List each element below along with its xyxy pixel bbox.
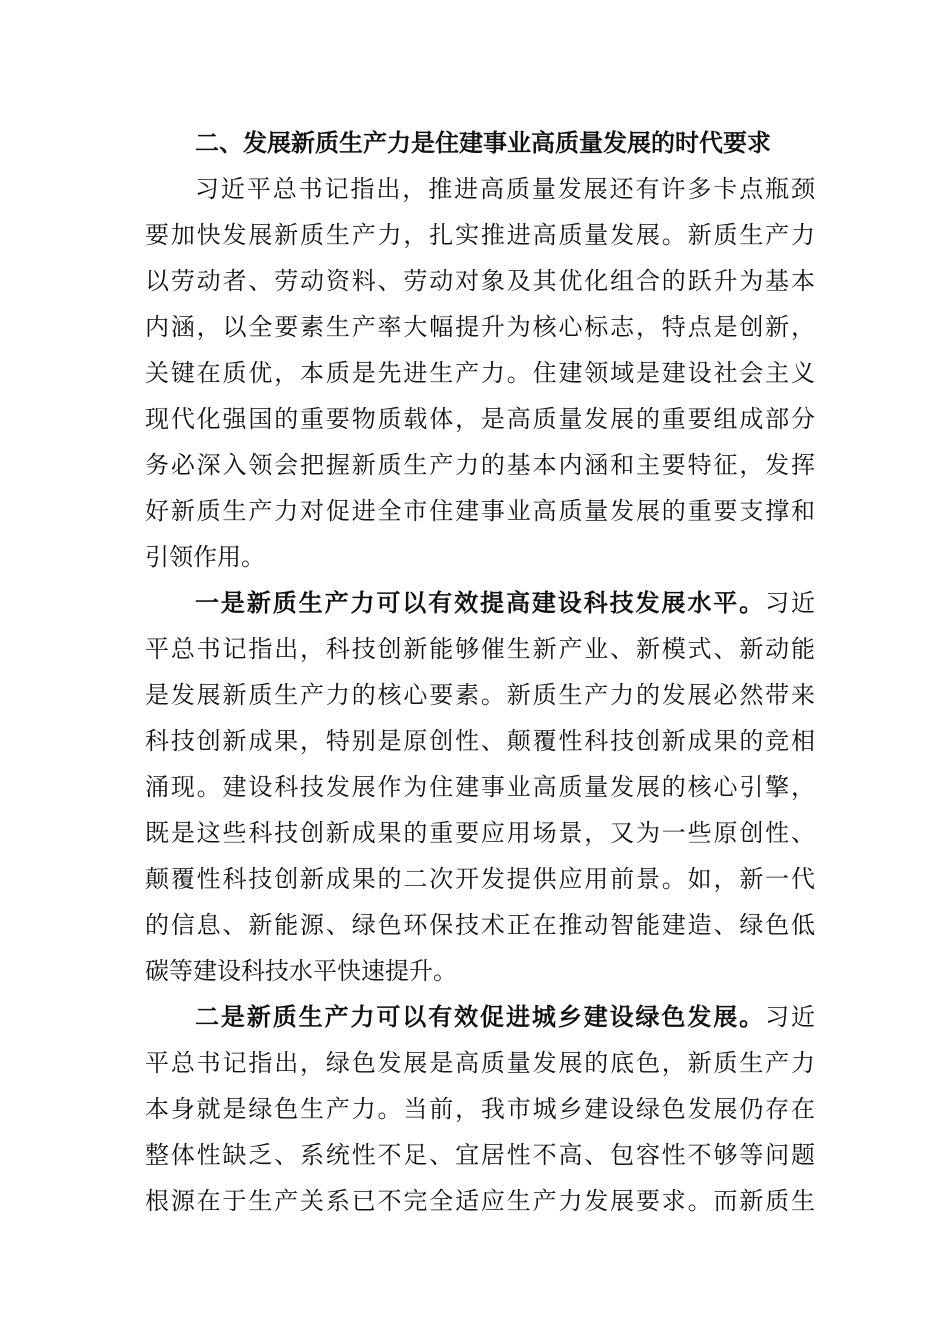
paragraph-1-line: 习近平总书记指出，推进高质量发展还有许多卡点瓶颈 [195,175,815,203]
paragraph-3-line: 习近 [765,1003,816,1031]
paragraph-2-line: 习近 [765,589,816,617]
paragraph-1-line: 好新质生产力对促进全市住建事业高质量发展的重要支撑和 [145,497,815,525]
paragraph-2-line: 涌现。建设科技发展作为住建事业高质量发展的核心引擎， [145,773,815,801]
paragraph-1-line: 内涵，以全要素生产率大幅提升为核心标志，特点是创新， [145,313,815,341]
paragraph-2-line: 既是这些科技创新成果的重要应用场景，又为一些原创性、 [145,819,815,847]
paragraph-2-line: 颠覆性科技创新成果的二次开发提供应用前景。如，新一代 [145,865,815,893]
paragraph-2-line: 平总书记指出，科技创新能够催生新产业、新模式、新动能 [145,635,815,663]
section-heading: 二、发展新质生产力是住建事业高质量发展的时代要求 [195,129,771,157]
paragraph-3-line: 平总书记指出，绿色发展是高质量发展的底色，新质生产力 [145,1049,815,1077]
paragraph-3-lead: 二是新质生产力可以有效促进城乡建设绿色发展。 [195,1002,766,1031]
paragraph-2-first-line [195,580,815,626]
paragraph-2-line: 碳等建设科技水平快速提升。 [145,957,457,985]
paragraph-2-line: 的信息、新能源、绿色环保技术正在推动智能建造、绿色低 [145,911,815,939]
paragraph-2-line: 是发展新质生产力的核心要素。新质生产力的发展必然带来 [145,681,815,709]
paragraph-3-line: 整体性缺乏、系统性不足、宜居性不高、包容性不够等问题 [145,1141,815,1169]
paragraph-1-line: 现代化强国的重要物质载体，是高质量发展的重要组成部分 [145,405,815,433]
paragraph-1-line: 务必深入领会把握新质生产力的基本内涵和主要特征，发挥 [145,451,815,479]
paragraph-2-line: 科技创新成果，特别是原创性、颠覆性科技创新成果的竞相 [145,727,815,755]
paragraph-1-line: 关键在质优，本质是先进生产力。住建领域是建设社会主义 [145,359,815,387]
paragraph-3-line: 本身就是绿色生产力。当前，我市城乡建设绿色发展仍存在 [145,1095,815,1123]
paragraph-3-first-line [195,994,815,1040]
paragraph-2-lead: 一是新质生产力可以有效提高建设科技发展水平。 [195,588,766,617]
paragraph-1-line: 引领作用。 [145,543,265,571]
paragraph-1-line: 要加快发展新质生产力，扎实推进高质量发展。新质生产力 [145,221,815,249]
paragraph-3-line: 根源在于生产关系已不完全适应生产力发展要求。而新质生 [145,1187,815,1215]
paragraph-1-line: 以劳动者、劳动资料、劳动对象及其优化组合的跃升为基本 [145,267,815,295]
